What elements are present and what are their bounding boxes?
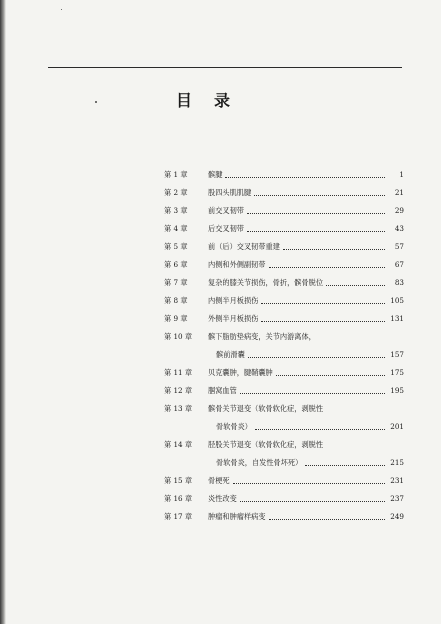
dot-leader bbox=[305, 465, 385, 466]
chapter-title: 胫股关节退变（软骨软化症，剥脱性 bbox=[208, 440, 324, 449]
chapter-title: 内侧半月板损伤 bbox=[208, 296, 259, 305]
dot-leader bbox=[269, 267, 385, 268]
toc-entry-line bbox=[164, 328, 404, 346]
dot-leader bbox=[225, 177, 385, 178]
toc-entry-line bbox=[164, 220, 404, 238]
header-rule bbox=[48, 67, 402, 68]
chapter-number: 第 4 章 bbox=[164, 224, 188, 233]
chapter-title: 肿瘤和肿瘤样病变 bbox=[208, 512, 266, 521]
toc-entry-line bbox=[164, 292, 404, 310]
page-title bbox=[0, 88, 441, 110]
page-number: 21 bbox=[394, 188, 404, 197]
chapter-title: 髌前滑囊 bbox=[216, 350, 245, 359]
toc-entry-line bbox=[164, 400, 404, 418]
page-number: 105 bbox=[390, 296, 404, 305]
chapter-title: 外侧半月板损伤 bbox=[208, 314, 259, 323]
chapter-title: 髌骨关节退变（软骨软化症，剥脱性 bbox=[208, 404, 324, 413]
toc-entry bbox=[164, 490, 404, 508]
scan-speck bbox=[61, 9, 62, 10]
dot-leader bbox=[247, 231, 385, 232]
title-char-1: 目 bbox=[176, 91, 193, 110]
page-number: 1 bbox=[399, 170, 404, 179]
page-number: 131 bbox=[390, 314, 404, 323]
chapter-title: 髌下脂肪垫病变，关节内游离体， bbox=[208, 332, 316, 341]
chapter-title: 骨梗死 bbox=[208, 476, 230, 485]
title-char-2: 录 bbox=[214, 91, 231, 110]
chapter-number: 第 9 章 bbox=[164, 314, 188, 323]
chapter-number: 第 11 章 bbox=[164, 368, 193, 377]
chapter-title: 复杂的膝关节损伤，骨折，髌骨脱位 bbox=[208, 278, 324, 287]
page-number: 195 bbox=[390, 386, 404, 395]
chapter-title: 炎性改变 bbox=[208, 494, 237, 503]
toc-entry bbox=[164, 256, 404, 274]
toc-entry bbox=[164, 292, 404, 310]
toc-entry-continuation bbox=[164, 346, 404, 364]
chapter-title: 贝克囊肿，腱鞘囊肿 bbox=[208, 368, 273, 377]
page-number: 157 bbox=[390, 350, 404, 359]
toc-entry-line bbox=[164, 436, 404, 454]
page-number: 231 bbox=[390, 476, 404, 485]
dot-leader bbox=[233, 483, 385, 484]
chapter-number: 第 3 章 bbox=[164, 206, 188, 215]
dot-leader bbox=[240, 393, 385, 394]
chapter-number: 第 15 章 bbox=[164, 476, 193, 485]
dot-leader bbox=[248, 357, 385, 358]
toc-entry-line bbox=[164, 256, 404, 274]
toc-entry-line bbox=[164, 238, 404, 256]
toc-entry bbox=[164, 400, 404, 436]
toc-entry-line bbox=[164, 166, 404, 184]
toc-entry-line bbox=[164, 490, 404, 508]
table-of-contents bbox=[164, 166, 404, 526]
page-number: 175 bbox=[390, 368, 404, 377]
toc-entry-line bbox=[164, 184, 404, 202]
dot-leader bbox=[283, 249, 385, 250]
toc-entry bbox=[164, 364, 404, 382]
chapter-title: 骨软骨炎，自发性骨坏死） bbox=[216, 458, 303, 467]
chapter-number: 第 2 章 bbox=[164, 188, 188, 197]
toc-entry bbox=[164, 472, 404, 490]
toc-entry-line bbox=[164, 508, 404, 526]
chapter-number: 第 17 章 bbox=[164, 512, 193, 521]
toc-entry bbox=[164, 508, 404, 526]
dot-leader bbox=[276, 375, 385, 376]
page-number: 249 bbox=[390, 512, 404, 521]
dot-leader bbox=[261, 303, 385, 304]
chapter-number: 第 16 章 bbox=[164, 494, 193, 503]
toc-entry bbox=[164, 274, 404, 292]
chapter-number: 第 13 章 bbox=[164, 404, 193, 413]
chapter-title: 后交叉韧带 bbox=[208, 224, 244, 233]
chapter-title: 前（后）交叉韧带重建 bbox=[208, 242, 280, 251]
chapter-title: 骨软骨炎） bbox=[216, 422, 252, 431]
chapter-number: 第 7 章 bbox=[164, 278, 188, 287]
toc-entry-line bbox=[164, 202, 404, 220]
chapter-title: 股四头肌肌腱 bbox=[208, 188, 252, 197]
page-number: 215 bbox=[390, 458, 404, 467]
page-number: 83 bbox=[394, 278, 404, 287]
chapter-number: 第 12 章 bbox=[164, 386, 193, 395]
chapter-number: 第 10 章 bbox=[164, 332, 193, 341]
chapter-number: 第 14 章 bbox=[164, 440, 193, 449]
page-number: 29 bbox=[394, 206, 404, 215]
dot-leader bbox=[240, 501, 385, 502]
dot-leader bbox=[269, 519, 385, 520]
page-number: 67 bbox=[394, 260, 404, 269]
chapter-title: 髌腱 bbox=[208, 170, 223, 179]
page-number: 201 bbox=[390, 422, 404, 431]
chapter-number: 第 8 章 bbox=[164, 296, 188, 305]
toc-entry-line bbox=[164, 310, 404, 328]
dot-leader bbox=[254, 195, 385, 196]
toc-entry-continuation bbox=[164, 454, 404, 472]
toc-entry-continuation bbox=[164, 418, 404, 436]
toc-entry bbox=[164, 184, 404, 202]
toc-entry bbox=[164, 202, 404, 220]
chapter-number: 第 5 章 bbox=[164, 242, 188, 251]
dot-leader bbox=[261, 321, 385, 322]
dot-leader bbox=[255, 429, 385, 430]
chapter-title: 腘窝血管 bbox=[208, 386, 237, 395]
page-number: 57 bbox=[394, 242, 404, 251]
dot-leader bbox=[247, 213, 385, 214]
chapter-title: 内侧和外侧副韧带 bbox=[208, 260, 266, 269]
toc-entry bbox=[164, 220, 404, 238]
toc-entry bbox=[164, 328, 404, 364]
chapter-title: 前交叉韧带 bbox=[208, 206, 244, 215]
toc-entry-line bbox=[164, 472, 404, 490]
toc-entry-line bbox=[164, 274, 404, 292]
toc-entry-line bbox=[164, 364, 404, 382]
chapter-number: 第 6 章 bbox=[164, 260, 188, 269]
page-number: 237 bbox=[390, 494, 404, 503]
page-number: 43 bbox=[394, 224, 404, 233]
dot-leader bbox=[326, 285, 385, 286]
toc-entry bbox=[164, 382, 404, 400]
toc-entry bbox=[164, 310, 404, 328]
toc-entry bbox=[164, 238, 404, 256]
toc-entry bbox=[164, 436, 404, 472]
toc-entry-line bbox=[164, 382, 404, 400]
chapter-number: 第 1 章 bbox=[164, 170, 188, 179]
toc-entry bbox=[164, 166, 404, 184]
